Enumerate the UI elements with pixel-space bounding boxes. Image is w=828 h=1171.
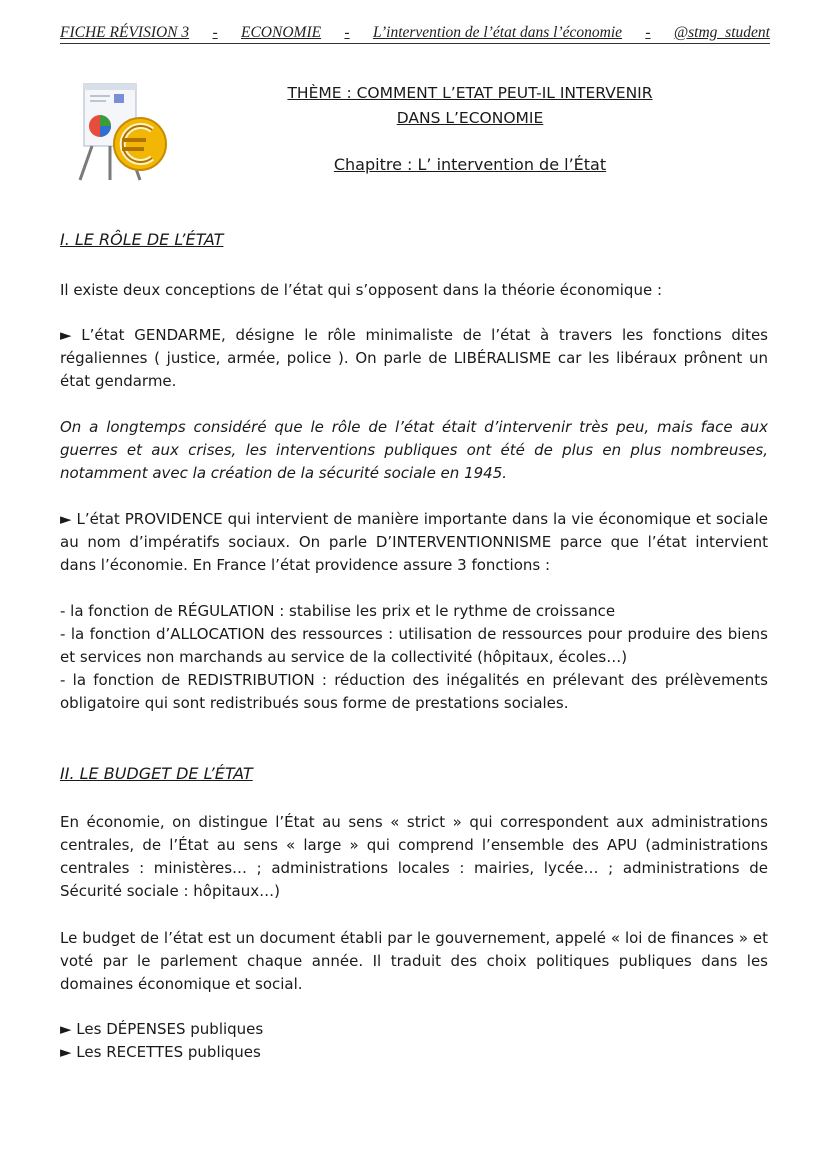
theme-title-line-2: DANS L’ECONOMIE bbox=[396, 109, 544, 127]
fonction-allocation: - la fonction d’ALLOCATION des ressources : utilisation de ressources pour produire des biens et services non marchands au service de la collectivité (hôpitaux, écoles…) bbox=[60, 625, 768, 666]
fonction-regulation: - la fonction de RÉGULATION : stabilise les prix et le rythme de croissance bbox=[60, 602, 616, 620]
euro-chart-icon bbox=[70, 80, 170, 184]
fonction-redistribution: - la fonction de REDISTRIBUTION : réduction des inégalités en prélevant des prélèvements obligatoire qui sont redistribués sous forme de prestations sociales. bbox=[60, 671, 768, 712]
section-1-intro: Il existe deux conceptions de l’état qui s’opposent dans la théorie économique : bbox=[60, 281, 663, 299]
page-header bbox=[60, 22, 770, 44]
list-item-depenses: ► Les DÉPENSES publiques bbox=[60, 1020, 264, 1038]
header-sep-1: - bbox=[212, 24, 218, 41]
header-subject: ECONOMIE bbox=[241, 24, 322, 41]
header-sep-2: - bbox=[344, 24, 350, 41]
list-item-recettes: ► Les RECETTES publiques bbox=[60, 1043, 261, 1061]
header-topic: L’intervention de l’état dans l’économie bbox=[372, 24, 623, 41]
theme-title-line-1: THÈME : COMMENT L’ETAT PEUT-IL INTERVENIR bbox=[287, 84, 653, 102]
section-1-title: I. LE RÔLE DE L’ÉTAT bbox=[60, 230, 224, 249]
etat-gendarme-paragraph: ► L’état GENDARME, désigne le rôle minimaliste de l’état à travers les fonctions dites régaliennes ( justice, armée, police ). On parle de LIBÉRALISME car les libéraux prônent un état gendarme. bbox=[60, 326, 768, 390]
header-fiche: FICHE RÉVISION 3 bbox=[60, 24, 190, 41]
budget-paragraph: Le budget de l’état est un document établi par le gouvernement, appelé « loi de finances » et voté par le parlement chaque année. Il traduit des choix politiques publiques dans les domaines économique et social. bbox=[60, 929, 768, 993]
historical-note-paragraph: On a longtemps considéré que le rôle de l’état était d’intervenir très peu, mais face aux guerres et aux crises, les interventions publiques ont été de plus en plus nombreuses, notamment avec la création de la sécurité sociale en 1945. bbox=[60, 418, 768, 482]
header-author: @stmg_student bbox=[673, 24, 770, 41]
etat-sens-paragraph: En économie, on distingue l’État au sens « strict » qui correspondent aux administrations centrales, de l’État au sens « large » qui comprend l’ensemble des APU (administrations centrales : ministères… ; administrations locales : mairies, lycée… ; administrations de Sécurité sociale : hôpitaux…) bbox=[60, 813, 768, 900]
chapter-title: Chapitre : L’ intervention de l’État bbox=[333, 155, 607, 174]
etat-providence-paragraph: ► L’état PROVIDENCE qui intervient de manière importante dans la vie économique et sociale au nom d’impératifs sociaux. On parle D’INTERVENTIONNISME parce que l’état intervient dans l’économie. En France l’état providence assure 3 fonctions : bbox=[60, 510, 768, 574]
header-sep-3: - bbox=[645, 24, 651, 41]
section-2-title: II. LE BUDGET DE L’ÉTAT bbox=[60, 764, 253, 783]
